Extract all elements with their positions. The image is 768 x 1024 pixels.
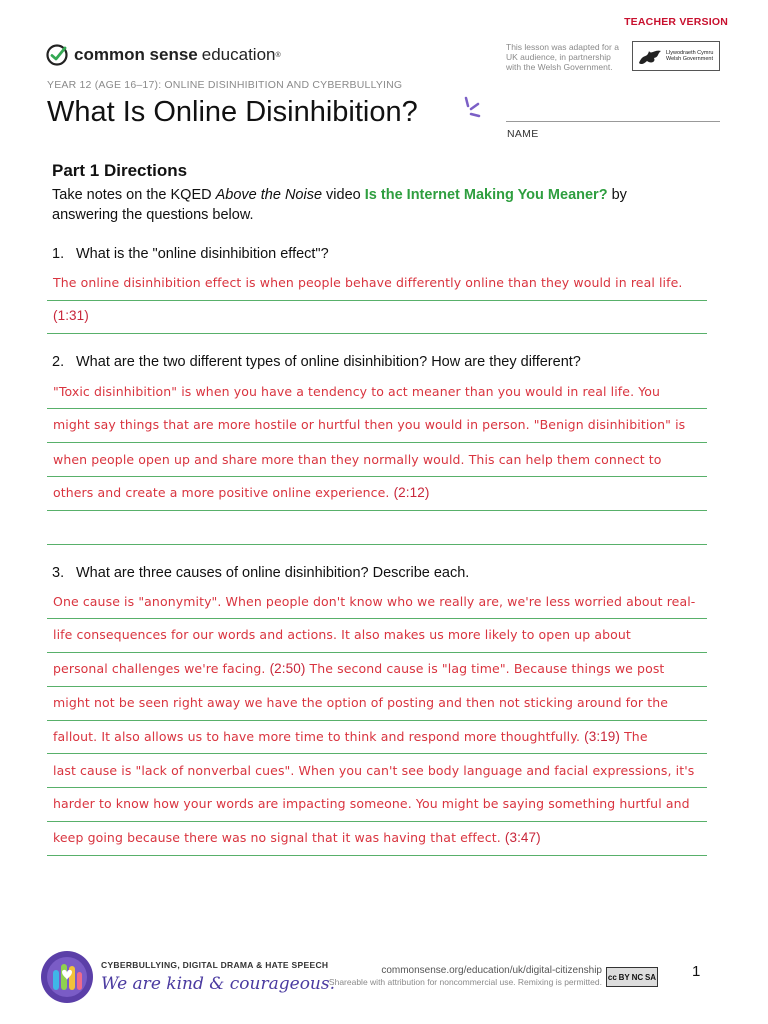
answer-rule xyxy=(47,408,707,409)
logo-mark: ® xyxy=(275,51,281,59)
directions-post: by answering the questions below. xyxy=(52,187,627,223)
answer-line xyxy=(53,308,89,323)
page-title: What Is Online Disinhibition? xyxy=(47,96,418,128)
question-3 xyxy=(52,565,469,581)
sparkle-icon xyxy=(458,96,482,124)
footer-slogan: We are kind & courageous. xyxy=(101,974,336,994)
answer-rule xyxy=(47,476,707,477)
directions-mid: video xyxy=(322,187,365,203)
welsh-government-logo xyxy=(632,41,720,71)
answer-line: One cause is "anonymity". When people don't know who we really are, we're less worried about real- xyxy=(53,594,696,609)
dragon-icon xyxy=(637,45,663,67)
answer-line: life consequences for our words and actions. It also makes us more likely to open up about xyxy=(53,627,631,642)
common-sense-logo xyxy=(46,44,281,66)
question-number: 1. xyxy=(52,246,65,262)
cc-by-label: BY xyxy=(618,972,630,982)
answer-line: keep going because there was no signal that it was having that effect. (3:47) xyxy=(53,830,541,845)
teacher-version-label: TEACHER VERSION xyxy=(624,16,728,28)
answer-rule xyxy=(47,652,707,653)
cc-sa-label: SA xyxy=(644,972,657,982)
answer-line: personal challenges we're facing. (2:50) The second cause is "lag time". Because things we post xyxy=(53,661,665,676)
footer-category: CYBERBULLYING, DIGITAL DRAMA & HATE SPEECH xyxy=(101,960,329,970)
checkmark-logo-icon xyxy=(46,44,68,66)
logo-brand: common sense xyxy=(74,45,198,64)
timestamp: (3:19) xyxy=(584,729,620,744)
answer-rule xyxy=(47,720,707,721)
page-number: 1 xyxy=(692,963,701,980)
answer-line: might say things that are more hostile or hurtful then you would in person. "Benign disinhibition" is xyxy=(53,417,686,432)
answer-rule xyxy=(47,510,707,511)
question-1 xyxy=(52,246,329,262)
video-series-name: Above the Noise xyxy=(215,187,323,203)
answer-rule xyxy=(47,333,707,334)
answer-line: when people open up and share more than they normally would. This can help them connect to xyxy=(53,452,662,467)
timestamp: (2:12) xyxy=(393,485,430,500)
question-text: What are three causes of online disinhibition? Describe each. xyxy=(76,565,470,581)
question-text: What is the "online disinhibition effect"? xyxy=(76,246,329,262)
answer-rule xyxy=(47,821,707,822)
directions-text xyxy=(52,185,672,225)
partnership-note: This lesson was adapted for a UK audience, in partnership with the Welsh Government. xyxy=(506,42,619,72)
answer-line: "Toxic disinhibition" is when you have a tendency to act meaner than you would in real life. You xyxy=(53,384,661,399)
answer-rule xyxy=(47,300,707,301)
answer-rule xyxy=(47,442,707,443)
question-number: 3. xyxy=(52,565,65,581)
answer-rule xyxy=(47,787,707,788)
wales-label-welsh: Llywodraeth Cymru xyxy=(666,49,714,56)
hands-badge-icon xyxy=(40,950,94,1004)
answer-line: fallout. It also allows us to have more time to think and respond more thoughtfully. (3:19) The xyxy=(53,729,648,744)
answer-line: might not be seen right away we have the option of posting and then not sticking around for the xyxy=(53,695,669,710)
breadcrumb: YEAR 12 (AGE 16–17): ONLINE DISINHIBITION AND CYBERBULLYING xyxy=(47,79,403,91)
video-link[interactable]: Is the Internet Making You Meaner? xyxy=(364,187,608,203)
logo-suffix: education xyxy=(201,45,276,64)
cc-nc-label: NC xyxy=(631,972,644,982)
answer-rule xyxy=(47,618,707,619)
answer-line: others and create a more positive online experience. (2:12) xyxy=(53,485,430,500)
timestamp: (3:47) xyxy=(504,830,541,845)
directions-pre: Take notes on the KQED xyxy=(52,187,216,203)
answer-line: harder to know how your words are impacting someone. You might be saying something hurtful and xyxy=(53,796,690,811)
cc-label: cc xyxy=(607,972,617,982)
name-label: NAME xyxy=(507,128,539,140)
wales-label-english: Welsh Government xyxy=(666,56,713,62)
answer-rule xyxy=(47,544,707,545)
answer-rule xyxy=(47,855,707,856)
question-2 xyxy=(52,354,581,370)
license-note: Shareable with attribution for noncommercial use. Remixing is permitted. xyxy=(328,977,602,987)
creative-commons-icon xyxy=(606,967,658,987)
name-line xyxy=(506,121,720,122)
answer-rule xyxy=(47,753,707,754)
question-text: What are the two different types of online disinhibition? How are they different? xyxy=(76,354,581,370)
section-title: Part 1 Directions xyxy=(52,161,188,180)
question-number: 2. xyxy=(52,354,65,370)
answer-rule xyxy=(47,686,707,687)
answer-line: The online disinhibition effect is when people behave differently online than they would in real life. xyxy=(53,275,683,290)
footer-url[interactable]: commonsense.org/education/uk/digital-citizenship xyxy=(381,965,602,976)
timestamp: (1:31) xyxy=(53,308,89,323)
timestamp: (2:50) xyxy=(269,661,306,676)
answer-line: last cause is "lack of nonverbal cues". When you can't see body language and facial expressions, it's xyxy=(53,763,695,778)
